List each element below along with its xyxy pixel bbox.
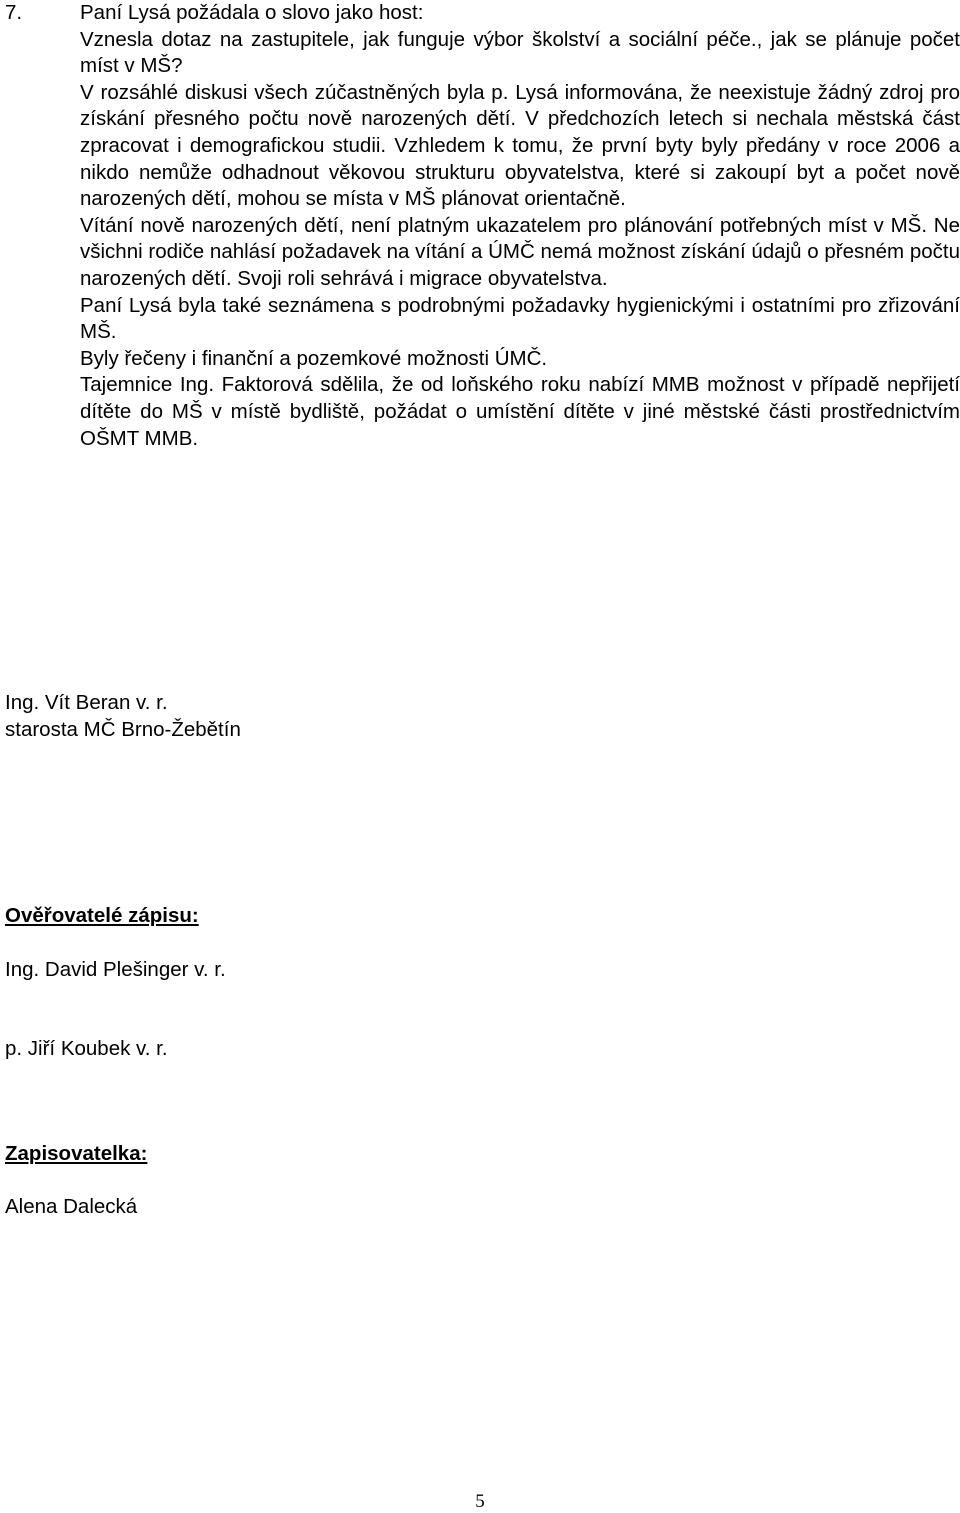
- item-title: Paní Lysá požádala o slovo jako host:: [80, 1, 424, 24]
- item-paragraph-requirements: Paní Lysá byla také seznámena s podrobnými požadavky hygienickými i ostatními pro zřizování MŠ.: [80, 293, 960, 344]
- item-paragraph-finances: Byly řečeny i finanční a pozemkové možnosti ÚMČ.: [80, 346, 548, 370]
- item-body: [80, 0, 960, 452]
- page-number: 5: [475, 1491, 485, 1512]
- verifiers-heading: Ověřovatelé zápisu:: [5, 904, 199, 927]
- mayor-role: starosta MČ Brno-Žebětín: [5, 717, 241, 741]
- recorder-name: Alena Dalecká: [5, 1195, 138, 1218]
- recorder-heading: Zapisovatelka:: [5, 1142, 148, 1165]
- recorder: [5, 1194, 605, 1221]
- item-paragraph-secretary: Tajemnice Ing. Faktorová sdělila, že od loňského roku nabízí MMB možnost v případě nepřijetí dítěte do MŠ v místě bydliště, požádat o umístění dítěte v jiné městské části prostřednictvím OŠMT MMB.: [80, 373, 960, 450]
- item-paragraph-question: Vznesla dotaz na zastupitele, jak funguje výbor školství a sociální péče., jak se plánuje počet míst v MŠ?: [80, 27, 960, 78]
- mayor-name: Ing. Vít Beran v. r.: [5, 691, 168, 714]
- verifier-1: [5, 957, 605, 984]
- verifiers-section: [5, 903, 605, 930]
- item-number: 7.: [5, 1, 23, 24]
- item-paragraph-welcoming: Vítání nově narozených dětí, není platným ukazatelem pro plánování potřebných míst v MŠ. Ne všichni rodiče nahlásí požadavek na vítání a ÚMČ nemá možnost získání údajů o přesném počtu narozených dětí. Svoji roli sehrává i migrace obyvatelstva.: [80, 213, 960, 290]
- verifier-2: [5, 1036, 605, 1063]
- verifier-1-name: Ing. David Plešinger v. r.: [5, 958, 226, 981]
- item-paragraph-discussion: V rozsáhlé diskusi všech zúčastněných byla p. Lysá informována, že neexistuje žádný zdroj pro získání přesného počtu nově narozených dětí. V předchozích letech si nechala městská část zpracovat i demografickou studii. Vzhledem k tomu, že první byty byly předány v roce 2006 a nikdo nemůže odhadnout věkovou strukturu obyvatelstva, které si zakoupí byt a počet nově narozených dětí, mohou se místa v MŠ plánovat orientačně.: [80, 80, 960, 211]
- verifier-2-name: p. Jiří Koubek v. r.: [5, 1037, 168, 1060]
- mayor-signature: [5, 690, 605, 743]
- recorder-section: [5, 1141, 605, 1168]
